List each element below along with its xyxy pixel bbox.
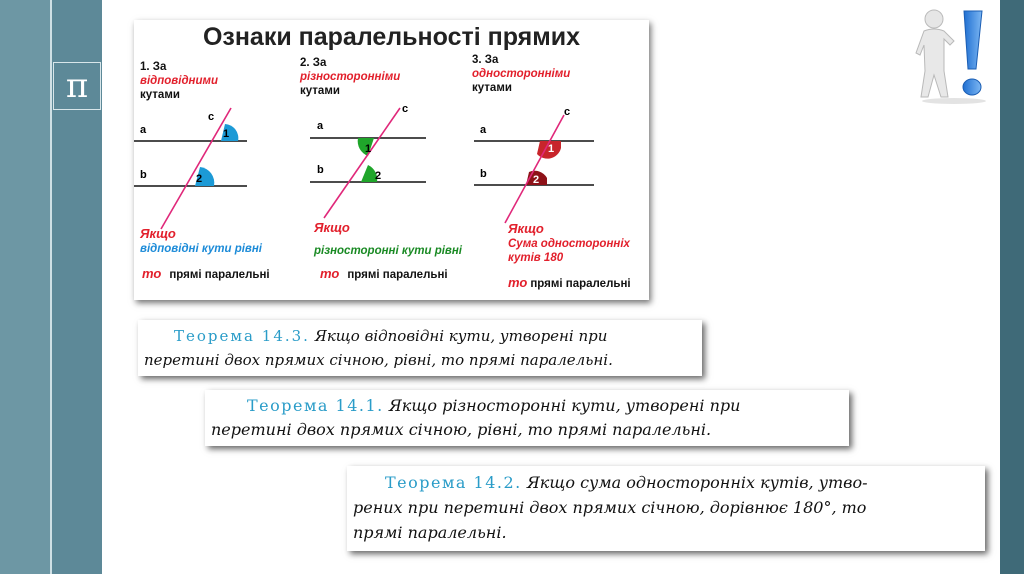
- label-a-1: a: [140, 124, 147, 136]
- col1-result: [142, 266, 270, 281]
- angle-label-1-col2: 1: [365, 143, 372, 155]
- theorem-14-2: [347, 466, 985, 551]
- col2-kind: різносторонніми: [300, 71, 401, 83]
- secant-c-2: [324, 108, 400, 218]
- col3-num: 3. За: [472, 54, 499, 66]
- angle-label-2-col3: 2: [533, 174, 540, 186]
- panel-title: Ознаки паралельності прямих: [202, 23, 581, 51]
- angle-label-1-col1: 1: [223, 128, 230, 140]
- theorem-14-3-label: Теорема 14.3.: [174, 327, 310, 345]
- person-exclamation-icon: [914, 5, 994, 105]
- col3-result: [508, 275, 631, 290]
- col3-to: то: [508, 275, 528, 290]
- theorem-14-1-label: Теорема 14.1.: [247, 396, 384, 415]
- label-c-3: c: [564, 106, 571, 118]
- secant-c-1: [161, 108, 231, 229]
- col1-cond-text: відповідні кути рівні: [140, 242, 263, 255]
- parallel-signs-panel: [134, 20, 649, 300]
- angle-label-2-col1: 2: [196, 173, 203, 185]
- col2-condition: [314, 221, 462, 258]
- col1-kind: відповідними: [140, 75, 219, 87]
- pi-logo: π: [53, 62, 101, 110]
- right-stripe: [1000, 0, 1024, 574]
- theorem-14-2-text-2: рених при перетині двох прямих січною, дорівнює 180°, то: [353, 498, 867, 517]
- theorem-14-2-label: Теорема 14.2.: [385, 473, 522, 492]
- angle-label-1-col3: 1: [548, 143, 555, 155]
- theorem-14-3-line1: [144, 324, 696, 348]
- theorem-14-1-text-1: Якщо різносторонні кути, утворені при: [388, 396, 741, 415]
- theorem-14-2-line1: [353, 470, 979, 495]
- col1-condition: [140, 227, 262, 256]
- col1-if: Якщо: [140, 226, 176, 241]
- label-a-2: a: [317, 120, 324, 132]
- col3-cond-text-2: кутів 180: [508, 252, 564, 264]
- col1-result-text: прямі паралельні: [169, 269, 270, 281]
- left-stripe: [0, 0, 50, 574]
- theorem-14-3-text-1: Якщо відповідні кути, утворені при: [314, 327, 608, 345]
- theorem-14-1-line1: [211, 394, 843, 418]
- label-b-3: b: [480, 168, 487, 180]
- col3-result-text: прямі паралельні: [530, 278, 631, 290]
- col3-condition: [508, 222, 630, 266]
- col3-heading: [472, 53, 570, 95]
- theorem-14-3-text-2: перетині двох прямих січною, рівні, то прямі паралельні.: [144, 351, 613, 369]
- col1-heading: [140, 60, 218, 102]
- theorem-14-2-text-1: Якщо сума односторонніх кутів, утво-: [526, 473, 868, 492]
- label-b-2: b: [317, 164, 324, 176]
- col2-to: то: [320, 266, 340, 281]
- label-a-3: a: [480, 124, 487, 136]
- col1-num: 1. За: [140, 61, 167, 73]
- col2-cond-text: різносторонні кути рівні: [314, 244, 463, 257]
- col2-heading: [300, 56, 400, 98]
- label-c-2: c: [402, 103, 409, 115]
- theorem-14-1-text-2: перетині двох прямих січною, рівні, то прямі паралельні.: [211, 420, 712, 439]
- col3-kind: односторонніми: [472, 68, 571, 80]
- secant-c-3: [505, 115, 564, 223]
- col3-cond-text-1: Сума односторонніх: [508, 237, 630, 250]
- col3-word: кутами: [472, 82, 512, 94]
- col2-num: 2. За: [300, 57, 327, 69]
- label-b-1: b: [140, 169, 147, 181]
- col2-word: кутами: [300, 85, 340, 97]
- col1-word: кутами: [140, 89, 180, 101]
- label-c-1: c: [208, 111, 215, 123]
- col1-to: то: [142, 266, 162, 281]
- col2-result: [320, 266, 448, 281]
- theorem-14-3: [138, 320, 702, 376]
- theorem-14-1: [205, 390, 849, 446]
- col3-if: Якщо: [508, 221, 544, 236]
- theorem-14-2-text-3: прямі паралельні.: [353, 523, 507, 542]
- angle-label-2-col2: 2: [375, 170, 382, 182]
- col2-if: Якщо: [314, 220, 350, 235]
- col2-result-text: прямі паралельні: [347, 269, 448, 281]
